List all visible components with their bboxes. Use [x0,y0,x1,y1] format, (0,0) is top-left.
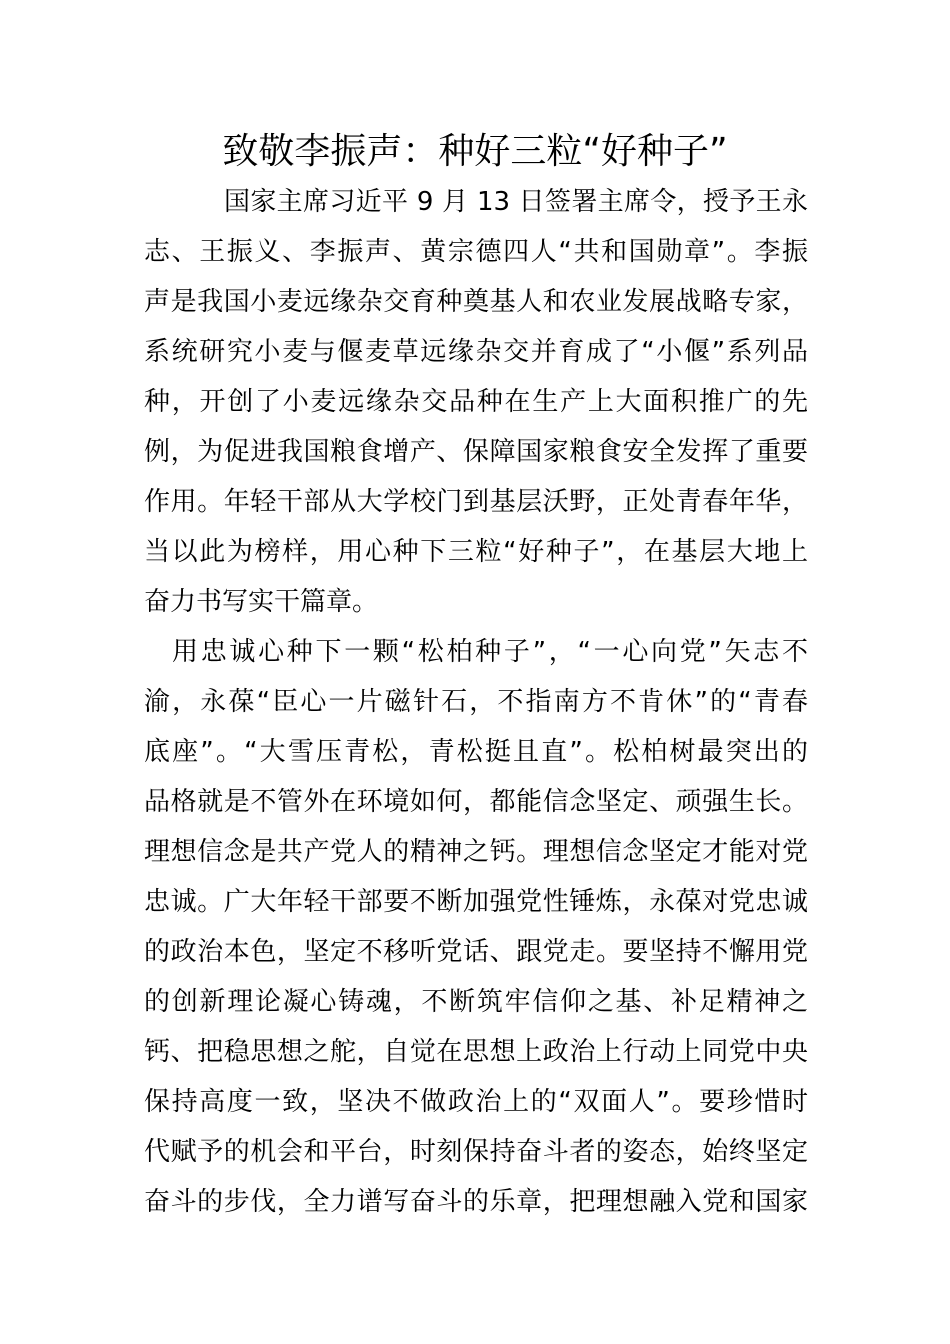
paragraph-2-line-5: 理想信念是共产党人的精神之钙。理想信念坚定才能对党 [144,837,808,867]
paragraph-1-line-4: 系统研究小麦与偃麦草远缘杂交并育成了“小偃”系列品 [144,337,808,367]
paragraph-2-line-8: 的创新理论凝心铸魂，不断筑牢信仰之基、补足精神之 [144,987,808,1017]
paragraph-1-line-7: 作用。年轻干部从大学校门到基层沃野，正处青春年华， [144,487,808,517]
paragraph-1-line-5: 种，开创了小麦远缘杂交品种在生产上大面积推广的先 [144,387,808,417]
paragraph-1-line-1: 国家主席习近平 9 月 13 日签署主席令，授予王永 [224,187,808,217]
document-title: 致敬李振声：种好三粒“好种子” [222,131,728,172]
paragraph-1-line-3: 声是我国小麦远缘杂交育种奠基人和农业发展战略专家， [144,287,808,317]
paragraph-2-line-6: 忠诚。广大年轻干部要不断加强党性锤炼，永葆对党忠诚 [144,887,808,917]
paragraph-1-line-8: 当以此为榜样，用心种下三粒“好种子”，在基层大地上 [144,537,808,567]
paragraph-2-line-4: 品格就是不管外在环境如何，都能信念坚定、顽强生长。 [144,787,808,817]
paragraph-2-line-12: 奋斗的步伐，全力谱写奋斗的乐章，把理想融入党和国家 [144,1187,808,1217]
paragraph-2-line-10: 保持高度一致，坚决不做政治上的“双面人”。要珍惜时 [144,1087,808,1117]
paragraph-2-line-9: 钙、把稳思想之舵，自觉在思想上政治上行动上同党中央 [144,1037,808,1067]
paragraph-2-line-3: 底座”。“大雪压青松，青松挺且直”。松柏树最突出的 [144,737,808,767]
paragraph-2-line-2: 渝，永葆“臣心一片磁针石，不指南方不肯休”的“青春 [144,687,808,717]
paragraph-2-line-11: 代赋予的机会和平台，时刻保持奋斗者的姿态，始终坚定 [144,1137,808,1167]
paragraph-2-line-7: 的政治本色，坚定不移听党话、跟党走。要坚持不懈用党 [144,937,808,967]
paragraph-1-line-2: 志、王振义、李振声、黄宗德四人“共和国勋章”。李振 [144,237,808,267]
paragraph-2-line-1: 用忠诚心种下一颗“松柏种子”，“一心向党”矢志不 [172,637,808,667]
paragraph-1-line-6: 例，为促进我国粮食增产、保障国家粮食安全发挥了重要 [144,437,808,467]
paragraph-1-line-9: 奋力书写实干篇章。 [144,587,379,617]
document-body [144,177,808,1227]
